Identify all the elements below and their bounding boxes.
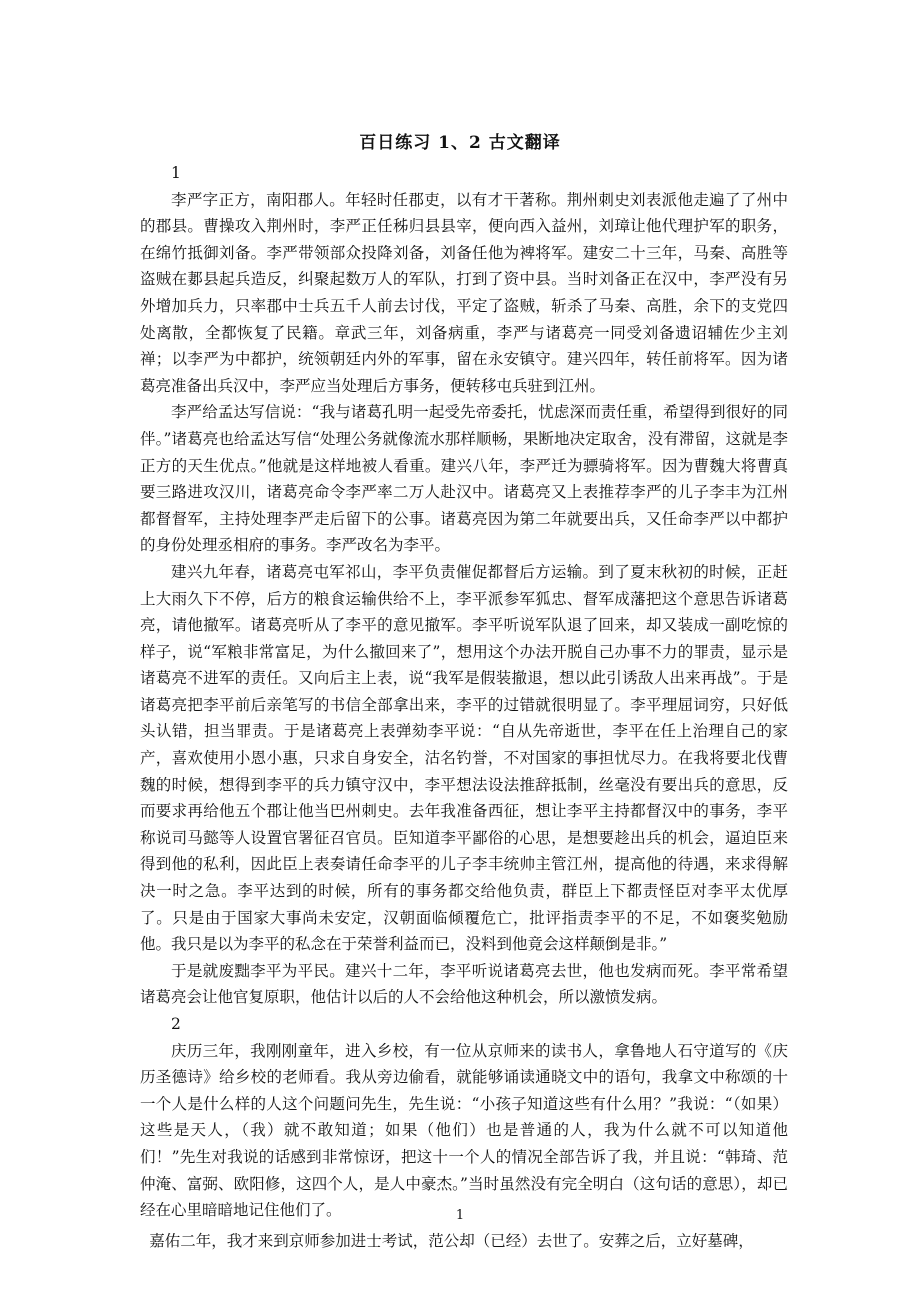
paragraph: 李严给孟达写信说：“我与诸葛孔明一起受先帝委托，忧虑深而责任重，希望得到很好的同伴。”诸葛亮也给孟达写信“处理公务就像流水那样顺畅，果断地决定取舍，没有滞留，这就是李正方的天生优点。”他就是这样地被人看重。建兴八年，李严迁为骠骑将军。因为曹魏大将曹真要三路进攻汉川，诸葛亮命令李严率二万人赴汉中。诸葛亮又上表推荐李严的儿子李丰为江州都督督军，主持处理李严走后留下的公事。诸葛亮因为第二年就要出兵，又任命李严以中都护的身份处理丞相府的事务。李严改名为李平。	[140, 403, 788, 555]
document-title: 百日练习 1、2 古文翻译	[359, 133, 561, 153]
document-body	[140, 160, 788, 1254]
section-number: 2	[171, 1015, 181, 1033]
page-number: 1	[455, 1208, 465, 1223]
paragraph: 李严字正方，南阳郡人。年轻时任郡吏，以有才干著称。荆州刺史刘表派他走遍了了州中的郡县。曹操攻入荆州时，李严正任秭归县县宰，便向西入益州，刘璋让他代理护军的职务，在绵竹抵御刘备。李严带领部众投降刘备，刘备任他为裨将军。建安二十三年，马秦、高胜等盗贼在郪县起兵造反，纠聚起数万人的军队，打到了资中县。当时刘备正在汉中，李严没有另外增加兵力，只率郡中士兵五千人前去讨伐，平定了盗贼，斩杀了马秦、高胜，余下的支党四处离散，全都恢复了民籍。章武三年，刘备病重，李严与诸葛亮一同受刘备遗诏辅佐少主刘禅；以李严为中都护，统领朝廷内外的军事，留在永安镇守。建兴四年，转任前将军。因为诸葛亮准备出兵汉中，李严应当处理后方事务，便转移屯兵驻到江州。	[140, 190, 788, 395]
paragraph: 建兴九年春，诸葛亮屯军祁山，李平负责催促都督后方运输。到了夏末秋初的时候，正赶上大雨久下不停，后方的粮食运输供给不上，李平派参军狐忠、督军成藩把这个意思告诉诸葛亮，请他撤军。诸葛亮听从了李平的意见撤军。李平听说军队退了回来，却又装成一副吃惊的样子，说“军粮非常富足，为什么撤回来了”，想用这个办法开脱自己办事不力的罪责，显示是诸葛亮不进军的责任。又向后主上表，说“我军是假装撤退，想以此引诱敌人出来再战”。于是诸葛亮把李平前后亲笔写的书信全部拿出来，李平的过错就很明显了。李平理屈词穷，只好低头认错，担当罪责。于是诸葛亮上表弹劾李平说：“自从先帝逝世，李平在任上治理自己的家产，喜欢使用小恩小惠，只求自身安全，沽名钓誉，不对国家的事担忧尽力。在我将要北伐曹魏的时候，想得到李平的兵力镇守汉中，李平想法设法推辞抵制，丝毫没有要出兵的意思，反而要求再给他五个郡让他当巴州刺史。去年我准备西征，想让李平主持都督汉中的事务，李平称说司马懿等人设置官署征召官员。臣知道李平鄙俗的心思，是想要趁出兵的机会，逼迫臣来得到他的私利，因此臣上表奏请任命李平的儿子李丰统帅主管江州，提高他的待遇，来求得解决一时之急。李平达到的时候，所有的事务都交给他负责，群臣上下都责怪臣对李平太优厚了。只是由于国家大事尚未安定，汉朝面临倾覆危亡，批评指责李平的不足，不如褒奖勉励他。我只是以为李平的私念在于荣誉利益而已，没料到他竟会这样颠倒是非。”	[140, 562, 788, 954]
paragraph: 于是就废黜李平为平民。建兴十二年，李平听说诸葛亮去世，他也发病而死。李平常希望诸葛亮会让他官复原职，他估计以后的人不会给他这种机会，所以激愤发病。	[140, 961, 788, 1007]
paragraph: 嘉佑二年，我才来到京师参加进士考试，范公却（已经）去世了。安葬之后，立好墓碑，	[149, 1231, 754, 1250]
paragraph: 庆历三年，我刚刚童年，进入乡校，有一位从京师来的读书人，拿鲁地人石守道写的《庆历圣德诗》给乡校的老师看。我从旁边偷看，就能够诵读通晓文中的语句，我拿文中称颂的十一个人是什么样的人这个问题问先生，先生说：“小孩子知道这些有什么用？”我说：“（如果）这些是天人，（我）就不敢知道；如果（他们）也是普通的人，我为什么就不可以知道他们！”先生对我说的话感到非常惊讶，把这十一个人的情况全部告诉了我，并且说：“韩琦、范仲淹、富弼、欧阳修，这四个人，是人中豪杰。”当时虽然没有完全明白（这句话的意思），却已经在心里暗暗地记住他们了。	[140, 1041, 788, 1220]
section-number: 1	[171, 164, 181, 182]
